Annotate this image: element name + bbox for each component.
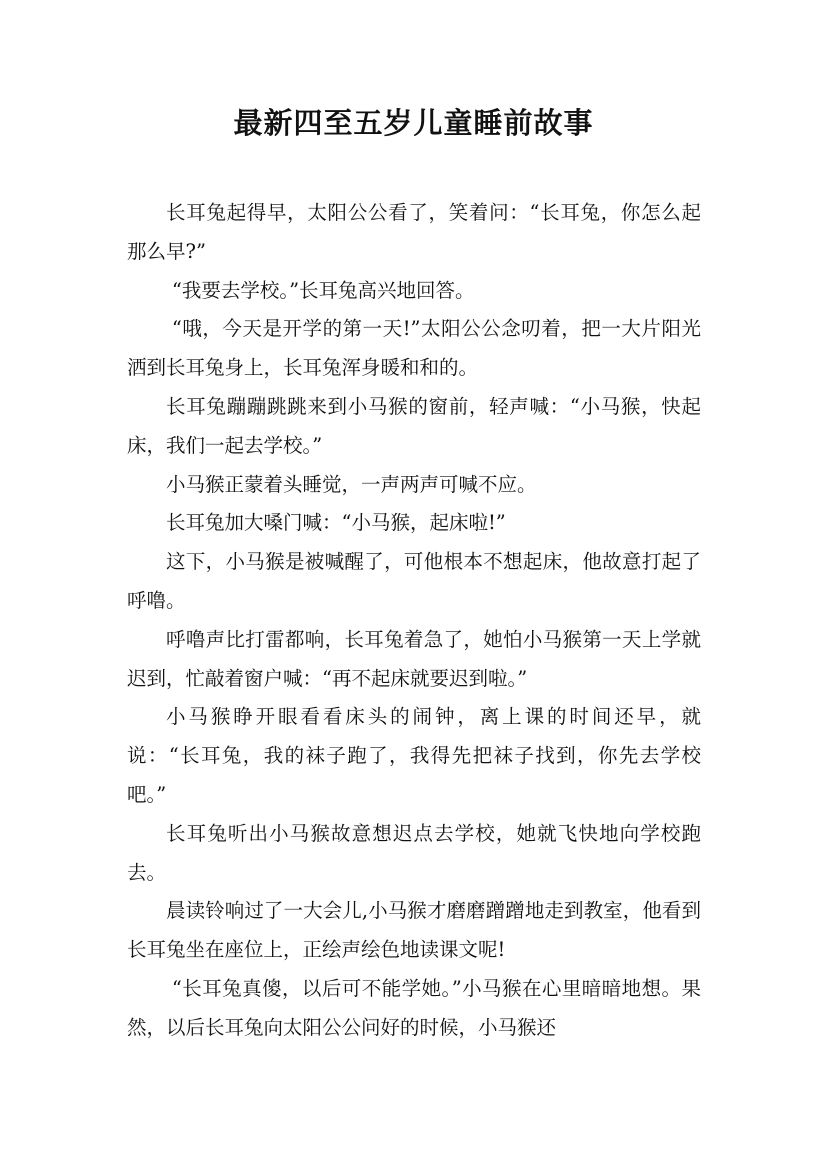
document-title: 最新四至五岁儿童睡前故事 xyxy=(233,106,594,140)
paragraph-9: 小马猴睁开眼看看床头的闹钟，离上课的时间还早，就说：“长耳兔，我的袜子跑了，我得先把袜子找到，你先去学校吧。” xyxy=(127,705,701,806)
paragraph-8: 呼噜声比打雷都响，长耳兔着急了，她怕小马猴第一天上学就迟到，忙敲着窗户喊：“再不起床就要迟到啦。” xyxy=(127,627,701,690)
paragraph-2: “我要去学校。”长耳兔高兴地回答。 xyxy=(171,278,475,302)
paragraph-1: 长耳兔起得早，太阳公公看了，笑着问：“长耳兔，你怎么起那么早?” xyxy=(127,201,701,263)
paragraph-11: 晨读铃响过了一大会儿,小马猴才磨磨蹭蹭地走到教室，他看到长耳兔坐在座位上，正绘声绘色地读课文呢! xyxy=(127,899,701,962)
paragraph-4: 长耳兔蹦蹦跳跳来到小马猴的窗前，轻声喊：“小马猴，快起床，我们一起去学校。” xyxy=(127,394,701,457)
story-body xyxy=(127,194,701,1048)
paragraph-5: 小马猴正蒙着头睡觉，一声两声可喊不应。 xyxy=(166,472,537,496)
paragraph-6: 长耳兔加大嗓门喊：“小马猴，起床啦!” xyxy=(166,511,506,535)
paragraph-7: 这下，小马猴是被喊醒了，可他根本不想起床，他故意打起了呼噜。 xyxy=(127,550,701,612)
paragraph-10: 长耳兔听出小马猴故意想迟点去学校，她就飞快地向学校跑去。 xyxy=(127,821,701,884)
paragraph-3: “哦，今天是开学的第一天!”太阳公公念叨着，把一大片阳光洒到长耳兔身上，长耳兔浑身暖和和的。 xyxy=(127,317,701,380)
paragraph-12: “长耳兔真傻，以后可不能学她。”小马猴在心里暗暗地想。果然，以后长耳兔向太阳公公问好的时候，小马猴还 xyxy=(127,976,701,1039)
